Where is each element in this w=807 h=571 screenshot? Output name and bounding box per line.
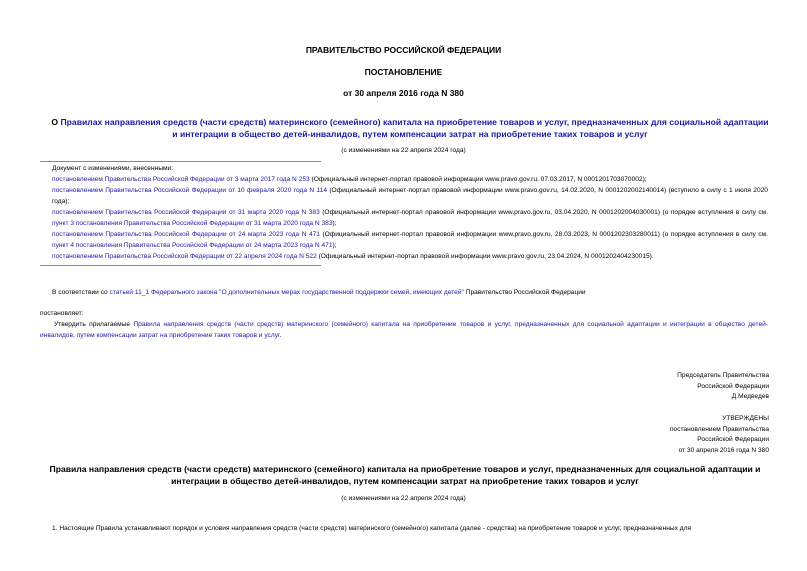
change-text-end: ); xyxy=(332,242,337,249)
change-link-secondary[interactable]: пункт 4 постановления Правительства Российской Федерации от 24 марта 2023 года N 471 xyxy=(52,242,333,249)
change-item xyxy=(52,229,768,251)
change-text: (Официальный интернет-портал правовой информации www.pravo.gov.ru, 28.03.2023, N 0001202303280011) (о порядке вступления в силу см. xyxy=(319,231,768,238)
doc-type-heading: ПОСТАНОВЛЕНИЕ xyxy=(364,67,443,77)
signature-position: Председатель Правительства xyxy=(677,372,769,379)
signature-country: Российской Федерации xyxy=(697,382,769,390)
signature-name: Д.Медведев xyxy=(731,393,769,400)
approved-heading: УТВЕРЖДЕНЫ xyxy=(722,415,769,422)
law-article-link[interactable]: статьей 11_1 Федерального закона "О дополнительных мерах государственной поддержки семей, имеющих детей" xyxy=(109,289,464,296)
change-text: (Официальный интернет-портал правовой информации www.pravo.gov.ru, 07.03.2017, N 0001201703070002); xyxy=(309,176,647,183)
bottom-divider xyxy=(40,265,321,266)
revision-note: (с изменениями на 22 апреля 2024 года) xyxy=(341,147,466,154)
approved-date: от 30 апреля 2016 года N 380 xyxy=(678,446,769,454)
change-link[interactable]: постановлением Правительства Российской Федерации от 24 марта 2023 года N 471 xyxy=(52,231,320,238)
title-prefix: О xyxy=(51,117,61,127)
government-heading: ПРАВИТЕЛЬСТВО РОССИЙСКОЙ ФЕДЕРАЦИИ xyxy=(305,45,502,55)
changes-block xyxy=(52,163,768,262)
preamble-text-end: Правительство Российской Федерации xyxy=(463,289,586,296)
rules-title: Правила направления средств (части средств) материнского (семейного) капитала на приобретение товаров и услуг, предназначенных для социальной адаптации и интеграции в общество детей-инвалидов, путем компенсации затрат на приобретение таких товаров и услуг xyxy=(49,464,761,486)
change-text: (Официальный интернет-портал правовой информации www.pravo.gov.ru, 23.04.2024, N 0001202404230015). xyxy=(316,253,654,260)
approved-country: Российской Федерации xyxy=(697,436,769,443)
resolves-text: постановляет: xyxy=(40,310,84,317)
approve-paragraph xyxy=(40,319,768,341)
rules-paragraph-1: 1. Настоящие Правила устанавливают порядок и условия направления средств (части средств) материнского (семейного) капитала (далее - средства) на приобретение товаров и услуг, предназначенных для xyxy=(52,525,691,532)
change-item xyxy=(52,185,768,207)
change-link[interactable]: постановлением Правительства Российской Федерации от 22 апреля 2024 года N 522 xyxy=(52,253,317,260)
change-text: (Официальный интернет-портал правовой информации www.pravo.gov.ru, 14.02.2020, N 0001202002140014) (вступило в силу с 1 июля 2020 года); xyxy=(52,187,768,205)
change-item xyxy=(52,174,768,185)
top-divider xyxy=(40,161,321,162)
approved-by: постановлением Правительства xyxy=(669,425,769,433)
rules-revision-note: (с изменениями на 22 апреля 2024 года) xyxy=(341,495,466,502)
approve-suffix: . xyxy=(279,332,282,339)
rules-link[interactable]: Правила направления средств (части средств) материнского (семейного) капитала на приобретение товаров и услуг, предназначенных для социальной адаптации и интеграции в общество детей-инвалидов, путем компенсации затрат на приобретение таких товаров и услуг xyxy=(40,321,768,339)
title-link[interactable]: Правилах направления средств (части средств) материнского (семейного) капитала на приобретение товаров и услуг, предназначенных для социальной адаптации и интеграции в общество детей-инвалидов, путем компенсации затрат на приобретение таких товаров и услуг xyxy=(60,117,769,139)
preamble-paragraph xyxy=(52,287,768,298)
change-link[interactable]: постановлением Правительства Российской Федерации от 31 марта 2020 года N 383 xyxy=(52,209,320,216)
preamble-text: В соответствии со xyxy=(52,289,110,296)
approve-text: Утвердить прилагаемые xyxy=(54,321,134,328)
approved-block xyxy=(670,414,769,456)
document-title xyxy=(50,116,770,140)
date-number-heading: от 30 апреля 2016 года N 380 xyxy=(343,88,464,98)
changes-intro: Документ с изменениями, внесенными: xyxy=(52,165,174,172)
change-item xyxy=(52,207,768,229)
change-link[interactable]: постановлением Правительства Российской Федерации от 3 марта 2017 года N 253 xyxy=(52,176,310,183)
change-item xyxy=(52,251,768,262)
change-link-secondary[interactable]: пункт 3 постановления Правительства Российской Федерации от 31 марта 2020 года N 383 xyxy=(52,220,333,227)
change-link[interactable]: постановлением Правительства Российской Федерации от 10 февраля 2020 года N 114 xyxy=(52,187,327,194)
change-text: (Официальный интернет-портал правовой информации www.pravo.gov.ru, 03.04.2020, N 0001202004030001) (о порядке вступления в силу см. xyxy=(319,209,768,216)
change-text-end: ); xyxy=(332,220,337,227)
signature-block xyxy=(677,371,769,403)
